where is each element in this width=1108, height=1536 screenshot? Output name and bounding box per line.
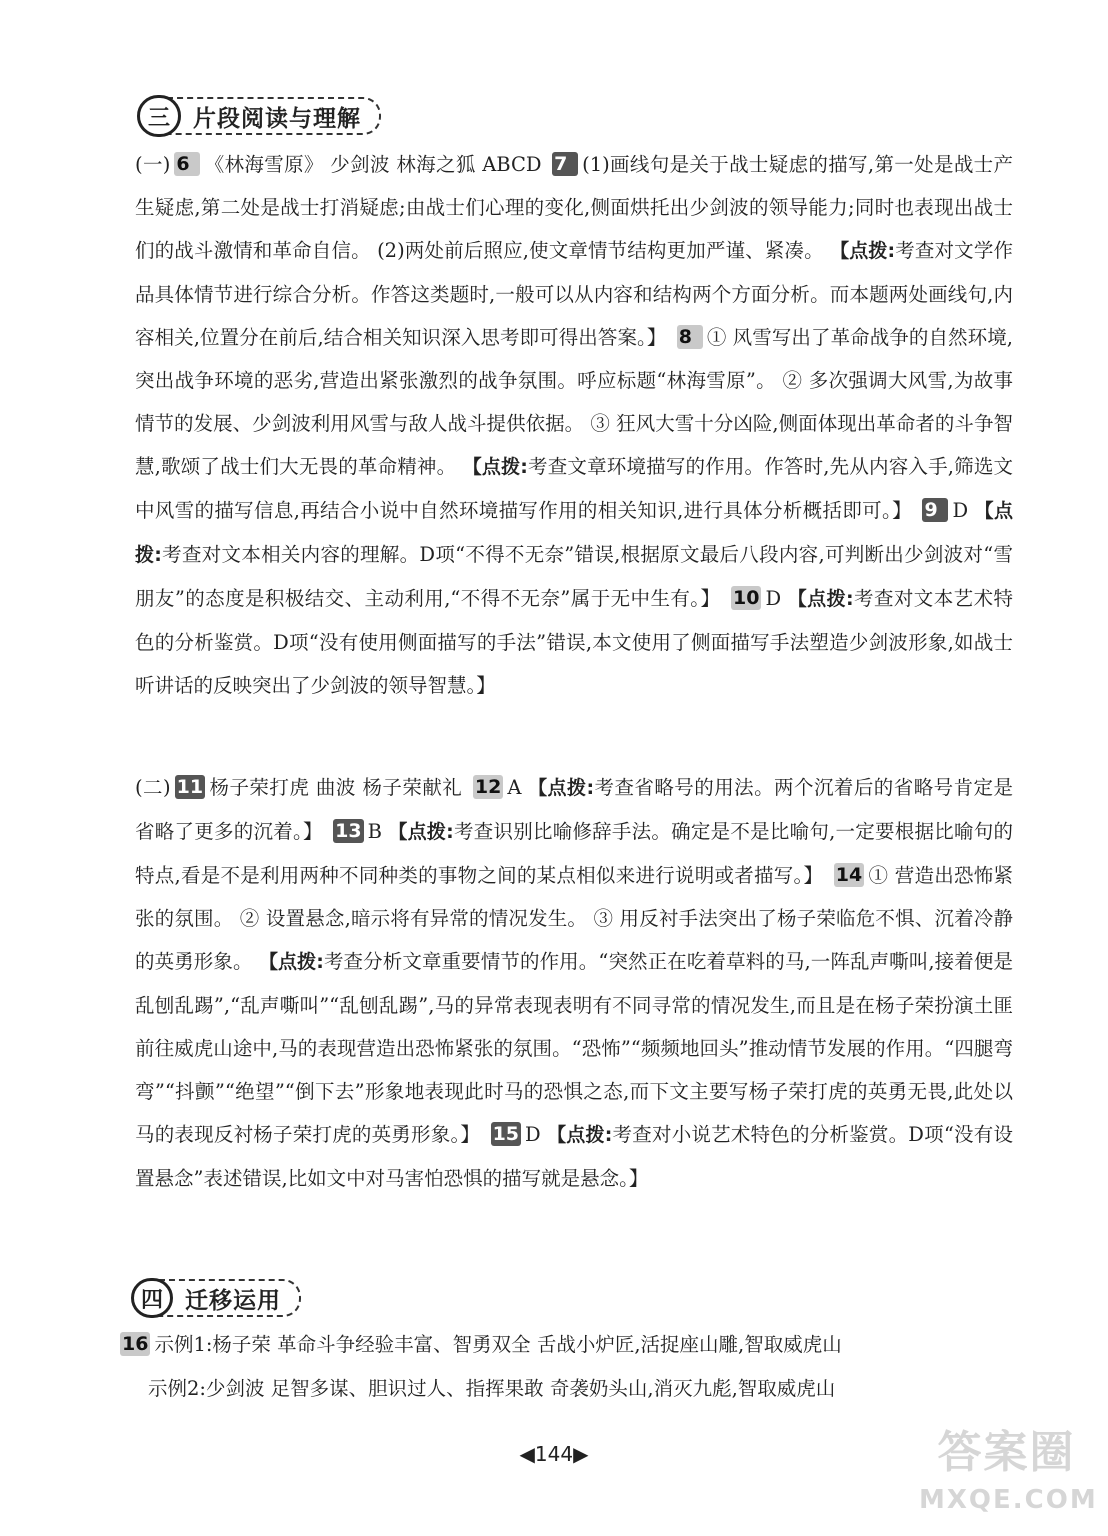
question-number-badge: 12 bbox=[474, 776, 502, 798]
watermark-logo bbox=[919, 1423, 1098, 1528]
question-number-badge: 16 bbox=[122, 1333, 149, 1355]
hint-label: 【点拨: bbox=[258, 951, 324, 973]
question-number-badge: 11 bbox=[176, 776, 204, 798]
answer-text: D bbox=[765, 587, 782, 610]
question-number-badge: 14 bbox=[835, 864, 863, 886]
answer-text: D bbox=[952, 499, 969, 522]
part-label: (二) bbox=[135, 776, 171, 799]
hint-label: 【点拨: bbox=[787, 588, 854, 610]
hint-label: 【点拨: bbox=[547, 1124, 613, 1146]
answer-text: 杨子荣打虎 曲波 杨子荣献礼 bbox=[209, 776, 463, 799]
answer-text: D bbox=[525, 1123, 541, 1146]
example-text: 示例2:少剑波 足智多谋、胆识过人、指挥果敢 奇袭奶头山,消灭九彪,智取威虎山 bbox=[148, 1377, 836, 1400]
section-number: 四 bbox=[131, 1278, 173, 1318]
hint-text: 考查对文学作品具体情节进行综合分析。作答这类题时,一般可以从内容和结构两个方面分析。而本题两处画线句,内容相关,位置分在前后,结合相关知识深入思考即可得出答案。】 bbox=[135, 239, 1013, 349]
question-number-badge: 7 bbox=[552, 152, 578, 176]
watermark-url: MXQE.COM bbox=[919, 1485, 1098, 1515]
answer-block-part1 bbox=[135, 143, 1013, 707]
answer-text: 《林海雪原》 少剑波 林海之狐 ABCD bbox=[204, 153, 542, 176]
question-number-badge: 9 bbox=[922, 498, 948, 522]
example-line-1 bbox=[120, 1325, 842, 1365]
hint-label: 【点拨: bbox=[830, 240, 896, 262]
question-number-badge: 6 bbox=[174, 152, 200, 176]
question-number-badge: 15 bbox=[492, 1123, 520, 1145]
answer-text: (1)画线句是关于战士疑虑的描写,第一处是战士产生疑虑,第二处是战士打消疑虑;由战士们心理的变化,侧面烘托出少剑波的领导能力;同时也表现出战士们的战斗激情和革命自信。 (2)两处前后照应,使文章情节结构更加严谨、紧凑。 bbox=[135, 153, 1013, 262]
example-text: 示例1:杨子荣 革命斗争经验丰富、智勇双全 舌战小炉匠,活捉座山雕,智取威虎山 bbox=[154, 1333, 842, 1356]
hint-label: 【点拨: bbox=[388, 821, 454, 843]
watermark-text: 答案圈 bbox=[937, 1427, 1076, 1478]
hint-text: 考查文章环境描写的作用。作答时,先从内容入手,筛选文中风雪的描写信息,再结合小说中自然环境描写作用的相关知识,进行具体分析概括即可。】 bbox=[135, 455, 1014, 522]
section-title: 迁移运用 bbox=[159, 1279, 301, 1317]
part-label: (一) bbox=[135, 153, 171, 176]
example-line-2 bbox=[148, 1369, 835, 1409]
hint-label: 【点拨: bbox=[135, 500, 1013, 566]
section-header-4 bbox=[131, 1278, 301, 1318]
hint-label: 【点拨: bbox=[528, 777, 595, 799]
section-header-3 bbox=[137, 96, 381, 136]
answer-block-part2 bbox=[135, 766, 1013, 1200]
section-title: 片段阅读与理解 bbox=[167, 97, 381, 135]
hint-text: 考查对小说艺术特色的分析鉴赏。D项“没有设置悬念”表述错误,比如文中对马害怕恐惧的描写就是悬念。】 bbox=[135, 1123, 1013, 1190]
section-number: 三 bbox=[137, 95, 181, 137]
question-number-badge: 10 bbox=[733, 587, 760, 609]
hint-text: 考查识别比喻修辞手法。确定是不是比喻句,一定要根据比喻句的特点,看是不是利用两种不同种类的事物之间的某点相似来进行说明或者描写。】 bbox=[135, 820, 1013, 887]
hint-text: 考查对文本相关内容的理解。D项“不得不无奈”错误,根据原文最后八段内容,可判断出少剑波对“雪朋友”的态度是积极结交、主动利用,“不得不无奈”属于无中生有。】 bbox=[135, 543, 1013, 610]
page-number: ◀144▶ bbox=[519, 1442, 589, 1466]
answer-text: B bbox=[367, 820, 382, 843]
hint-label: 【点拨: bbox=[462, 456, 528, 478]
answer-text: ① 营造出恐怖紧张的氛围。 ② 设置悬念,暗示将有异常的情况发生。 ③ 用反衬手法突出了杨子荣临危不惧、沉着冷静的英勇形象。 bbox=[135, 864, 1014, 973]
question-number-badge: 8 bbox=[677, 325, 703, 349]
hint-text: 考查省略号的用法。两个沉着后的省略号肯定是省略了更多的沉着。】 bbox=[135, 776, 1013, 843]
answer-text: ① 风雪写出了革命战争的自然环境,突出战争环境的恶劣,营造出紧张激烈的战争氛围。呼应标题“林海雪原”。 ② 多次强调大风雪,为故事情节的发展、少剑波利用风雪与敌人战斗提供依据。 ③ 狂风大雪十分凶险,侧面体现出革命者的斗争智慧,歌颂了战士们大无畏的革命精神。 bbox=[135, 326, 1013, 478]
hint-text: 考查对文本艺术特色的分析鉴赏。D项“没有使用侧面描写的手法”错误,本文使用了侧面描写手法塑造少剑波形象,如战士听讲话的反映突出了少剑波的领导智慧。】 bbox=[135, 587, 1013, 697]
hint-text: 考查分析文章重要情节的作用。“突然正在吃着草料的马,一阵乱声嘶叫,接着便是乱刨乱踢”,“乱声嘶叫”“乱刨乱踢”,马的异常表现表明有不同寻常的情况发生,而且是在杨子荣扮演土匪前往威虎山途中,马的表现营造出恐怖紧张的氛围。“恐怖”“频频地回头”推动情节发展的作用。“四腿弯弯”“抖颤”“绝望”“倒下去”形象地表现此时马的恐惧之态,而下文主要写杨子荣打虎的英勇无畏,此处以马的表现反衬杨子荣打虎的英勇形象。】 bbox=[135, 950, 1013, 1146]
answer-text: A bbox=[507, 776, 522, 799]
question-number-badge: 13 bbox=[335, 820, 362, 842]
